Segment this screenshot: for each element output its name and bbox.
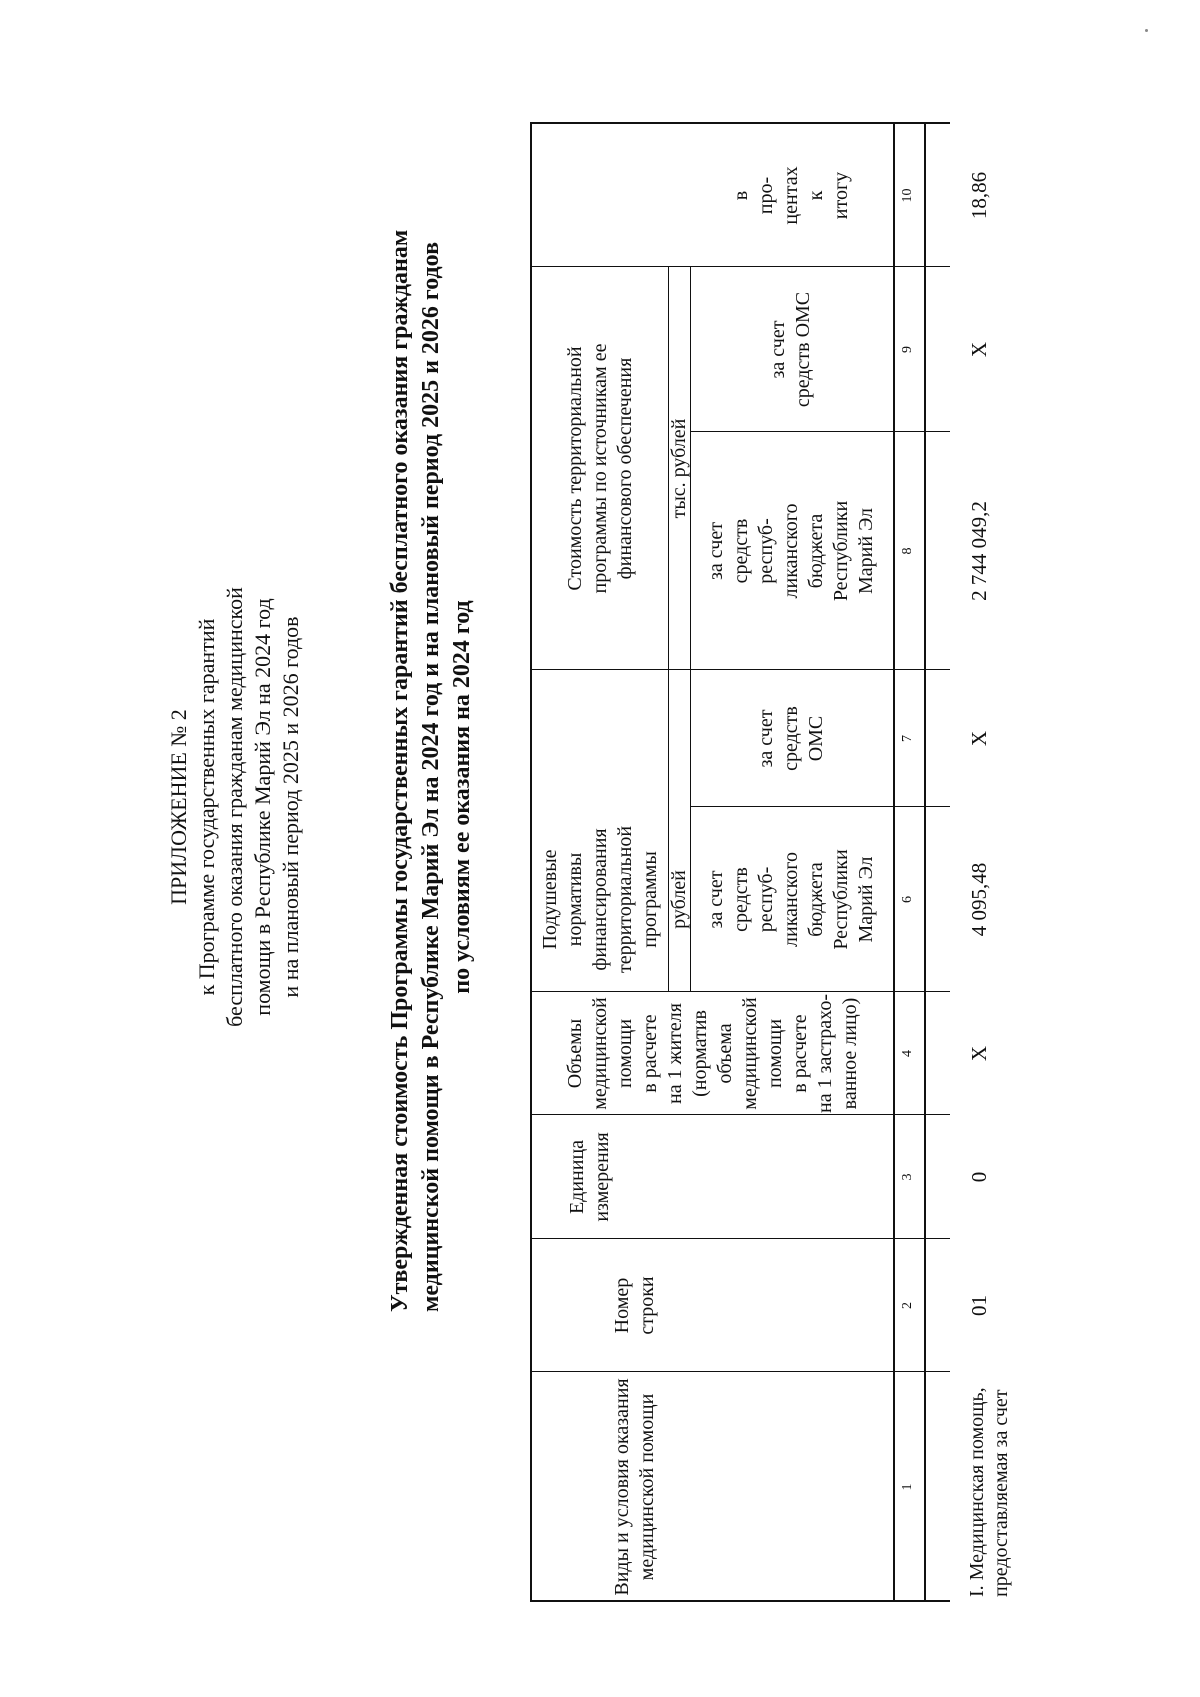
appendix-line: помощи в Республике Марий Эл на 2024 год bbox=[250, 598, 275, 1016]
table-left-border bbox=[530, 1600, 950, 1602]
header-text: Номер bbox=[611, 1277, 633, 1334]
title-line: по условиям ее оказания на 2024 год bbox=[449, 600, 475, 994]
row-unit: 0 bbox=[967, 1171, 991, 1183]
header-text: территориальной bbox=[613, 825, 636, 974]
header-text: респуб- bbox=[754, 866, 777, 933]
header-text: ОМС bbox=[804, 715, 827, 762]
header-percapita-group bbox=[535, 807, 665, 992]
header-text: респуб- bbox=[754, 518, 777, 584]
scan-speck bbox=[1145, 29, 1148, 32]
header-text: средств bbox=[729, 867, 752, 932]
header-text: средств bbox=[729, 518, 752, 584]
header-text: средств bbox=[779, 706, 802, 771]
cost-table bbox=[530, 122, 950, 1602]
header-text: нормативы bbox=[563, 852, 586, 947]
column-number: 9 bbox=[900, 346, 915, 353]
header-volume bbox=[535, 992, 890, 1115]
header-text: за счет bbox=[754, 709, 777, 768]
column-number: 8 bbox=[900, 547, 915, 555]
row-percent: 18,86 bbox=[967, 171, 991, 220]
appendix-line: к Программе государственных гарантий bbox=[194, 618, 219, 996]
header-text: медицинской bbox=[738, 997, 761, 1110]
header-text: средств ОМС bbox=[792, 291, 814, 408]
header-cost-budget bbox=[691, 432, 891, 670]
column-number: 7 bbox=[900, 735, 915, 742]
title-line: медицинской помощи в Республике Марий Эл на 2024 год и на плановый период 2025 и 2026 годов bbox=[418, 241, 444, 1312]
header-text: Виды и условия оказания bbox=[611, 1378, 633, 1596]
header-text: про- bbox=[754, 176, 777, 215]
header-text: строки bbox=[636, 1276, 658, 1335]
header-text: в расчете bbox=[638, 1014, 661, 1093]
column-number: 3 bbox=[900, 1173, 915, 1181]
header-text: на 1 застрахо- bbox=[813, 994, 836, 1113]
header-text: Стоимость территориальной bbox=[563, 346, 586, 591]
header-text: к bbox=[804, 190, 827, 201]
header-text: медицинской bbox=[588, 997, 611, 1110]
document-title bbox=[385, 229, 478, 1312]
header-text: Единица bbox=[566, 1139, 588, 1215]
header-text: Марий Эл bbox=[854, 508, 877, 594]
row-label-line: I. Медицинская помощь, bbox=[966, 1387, 988, 1597]
header-text: ликанского bbox=[779, 503, 802, 599]
table-header-bottom-border bbox=[893, 122, 895, 1602]
header-text: программы по источникам ее bbox=[588, 343, 611, 594]
header-text: ликанского bbox=[779, 852, 802, 947]
header-cost-unit bbox=[668, 267, 690, 670]
header-text: на 1 жителя bbox=[663, 1003, 686, 1104]
header-text: медицинской помощи bbox=[636, 1393, 658, 1581]
column-number: 10 bbox=[900, 188, 915, 203]
column-number: 2 bbox=[900, 1302, 915, 1309]
header-text: помощи bbox=[613, 1018, 636, 1089]
header-text: Республики bbox=[829, 500, 852, 602]
row-label bbox=[965, 1387, 1013, 1597]
row-label-line: предоставляемая за счет bbox=[990, 1389, 1012, 1597]
header-text: рублей bbox=[667, 870, 690, 929]
header-line-number bbox=[600, 1239, 670, 1372]
row-line-number: 01 bbox=[967, 1295, 991, 1316]
header-text: центах bbox=[779, 166, 802, 225]
header-text: тыс. рублей bbox=[667, 418, 690, 519]
row-cost-budget: 2 744 049,2 bbox=[967, 501, 991, 601]
appendix-line: бесплатного оказания гражданам медицинской bbox=[222, 587, 247, 1027]
header-percapita-budget bbox=[691, 807, 891, 992]
header-text: за счет bbox=[767, 320, 789, 379]
header-text: в расчете bbox=[788, 1014, 811, 1093]
header-cost-group bbox=[540, 267, 660, 670]
table-top-border bbox=[530, 122, 532, 1602]
appendix-number: ПРИЛОЖЕНИЕ № 2 bbox=[166, 709, 191, 905]
column-number: 1 bbox=[900, 1483, 915, 1491]
column-divider bbox=[530, 1371, 950, 1372]
header-text: (норматив bbox=[688, 1010, 711, 1097]
header-text: Марий Эл bbox=[854, 856, 877, 943]
header-text: в bbox=[729, 190, 752, 201]
row-cost-oms: X bbox=[967, 341, 991, 358]
header-text: за счет bbox=[704, 870, 727, 929]
header-percapita-unit bbox=[668, 807, 690, 992]
header-text: финансирования bbox=[588, 828, 611, 971]
header-text: бюджета bbox=[804, 513, 827, 589]
column-numbers-border bbox=[924, 122, 926, 1602]
header-text: итогу bbox=[829, 171, 852, 220]
row-percapita-budget: 4 095,48 bbox=[967, 862, 991, 937]
column-number: 6 bbox=[900, 896, 915, 903]
header-percent bbox=[691, 124, 891, 267]
row-percapita-oms: X bbox=[967, 730, 991, 747]
appendix-heading bbox=[165, 437, 305, 1177]
header-text: за счет bbox=[704, 522, 727, 580]
header-text: бюджета bbox=[804, 862, 827, 937]
header-text: Республики bbox=[829, 849, 852, 950]
header-text: измерения bbox=[591, 1132, 613, 1222]
header-text: Объемы bbox=[563, 1018, 586, 1089]
column-number: 4 bbox=[900, 1050, 915, 1057]
header-types bbox=[600, 1372, 670, 1602]
row-volume: X bbox=[967, 1045, 991, 1062]
header-text: финансового обеспечения bbox=[613, 357, 636, 580]
header-cost-oms bbox=[691, 267, 891, 432]
header-unit bbox=[550, 1115, 630, 1239]
header-text: ванное лицо) bbox=[838, 997, 861, 1110]
appendix-line: и на плановый период 2025 и 2026 годов bbox=[278, 616, 303, 998]
header-text: объема bbox=[713, 1023, 736, 1084]
header-percapita-oms bbox=[691, 670, 891, 807]
header-text: программы bbox=[638, 851, 661, 948]
header-text: Подушевые bbox=[538, 849, 561, 950]
title-line: Утвержденная стоимость Программы государственных гарантий бесплатного оказания гражданам bbox=[387, 229, 413, 1312]
header-text: помощи bbox=[763, 1018, 786, 1089]
